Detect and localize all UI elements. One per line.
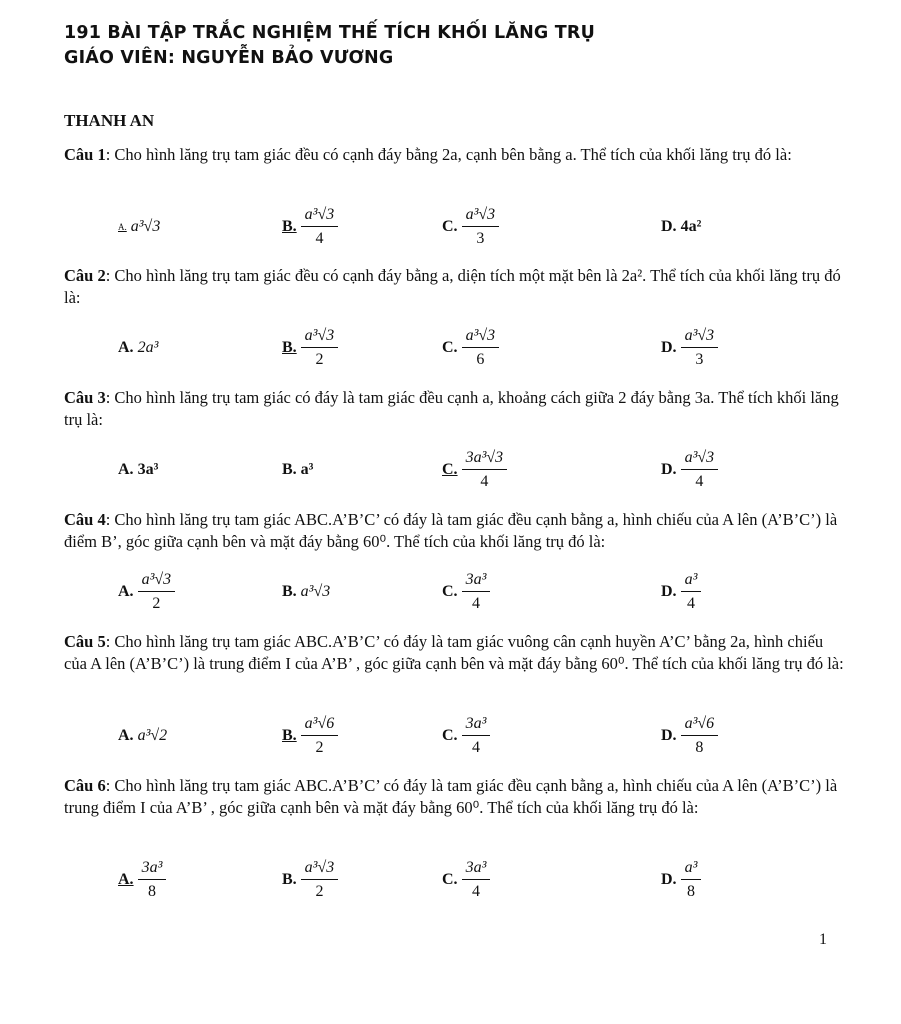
option-letter: A.: [118, 222, 127, 232]
option-5a[interactable]: [118, 714, 167, 758]
option-4a[interactable]: [118, 570, 175, 614]
option-value: 3a³: [137, 461, 159, 478]
fraction: $\frac{\text{a³√3}}{2}$: [138, 571, 176, 613]
option-1d[interactable]: [661, 205, 701, 249]
option-1b[interactable]: [282, 205, 338, 249]
option-letter: D.: [661, 727, 677, 744]
section-heading: THANH AN: [64, 111, 155, 130]
option-letter: A.: [118, 727, 134, 744]
option-4c[interactable]: [442, 570, 490, 614]
question-label: Câu 6: [64, 776, 106, 795]
option-3c[interactable]: [442, 448, 507, 492]
question-4: [64, 509, 844, 553]
option-value: a³: [300, 461, 314, 478]
option-value: a³√2: [137, 727, 168, 744]
fraction: $\frac{\text{a³√3}}{3}$: [681, 327, 719, 369]
option-letter: C.: [442, 727, 458, 744]
question-label: Câu 5: [64, 632, 106, 651]
fraction: $\frac{\text{3a³}}{4}$: [462, 571, 491, 613]
question-text: : Cho hình lăng trụ tam giác đều có cạnh đáy bằng a, diện tích một mặt bên là 2a². Thể tích của khối lăng trụ đó là:: [64, 266, 841, 307]
option-5b[interactable]: [282, 714, 338, 758]
fraction: $\frac{\text{a³√3}}{4}$: [681, 449, 719, 491]
page-number: 1: [819, 931, 827, 948]
option-value: 4a²: [680, 218, 702, 235]
question-label: Câu 2: [64, 266, 106, 285]
option-letter: A.: [118, 583, 134, 600]
option-letter: D.: [661, 218, 677, 235]
option-letter: D.: [661, 871, 677, 888]
option-letter: B.: [282, 339, 297, 356]
question-3: [64, 387, 844, 431]
option-letter: C.: [442, 583, 458, 600]
option-letter: C.: [442, 218, 458, 235]
option-value: 2a³: [137, 339, 159, 356]
question-1: [64, 144, 844, 166]
option-2b[interactable]: [282, 326, 338, 370]
option-4d[interactable]: [661, 570, 701, 614]
option-5c[interactable]: [442, 714, 490, 758]
option-3b[interactable]: [282, 448, 313, 492]
question-text: : Cho hình lăng trụ tam giác đều có cạnh đáy bằng 2a, cạnh bên bằng a. Thể tích của khối lăng trụ đó là:: [105, 145, 792, 164]
option-letter: D.: [661, 583, 677, 600]
question-6: [64, 775, 844, 819]
option-letter: D.: [661, 339, 677, 356]
option-value: a³√3: [130, 218, 161, 235]
option-1a[interactable]: [118, 205, 160, 249]
option-letter: A.: [118, 461, 134, 478]
option-letter: B.: [282, 461, 297, 478]
option-letter: A.: [118, 339, 134, 356]
fraction: $\frac{\text{3a³√3}}{4}$: [462, 449, 508, 491]
fraction: $\frac{\text{3a³}}{4}$: [462, 859, 491, 901]
option-2c[interactable]: [442, 326, 499, 370]
fraction: $\frac{\text{3a³}}{8}$: [138, 859, 167, 901]
option-2a[interactable]: [118, 326, 158, 370]
option-letter: B.: [282, 871, 297, 888]
fraction: $\frac{\text{a³√3}}{2}$: [301, 859, 339, 901]
fraction: $\frac{\text{a³}}{8}$: [681, 859, 702, 901]
option-4b[interactable]: [282, 570, 330, 614]
fraction: $\frac{\text{a³√6}}{2}$: [301, 715, 339, 757]
question-label: Câu 4: [64, 510, 106, 529]
fraction: $\frac{\text{a³√3}}{2}$: [301, 327, 339, 369]
question-text: : Cho hình lăng trụ tam giác có đáy là tam giác đều cạnh a, khoảng cách giữa 2 đáy bằng 3a. Thể tích khối lăng trụ là:: [64, 388, 839, 429]
option-3a[interactable]: [118, 448, 158, 492]
option-letter: B.: [282, 727, 297, 744]
option-letter: C.: [442, 871, 458, 888]
question-2: [64, 265, 844, 309]
option-1c[interactable]: [442, 205, 499, 249]
question-5: [64, 631, 844, 675]
fraction: $\frac{\text{3a³}}{4}$: [462, 715, 491, 757]
fraction: $\frac{\text{a³}}{4}$: [681, 571, 702, 613]
question-label: Câu 1: [64, 145, 106, 164]
option-letter: C.: [442, 339, 458, 356]
option-6c[interactable]: [442, 858, 490, 902]
question-text: : Cho hình lăng trụ tam giác ABC.A’B’C’ có đáy là tam giác vuông cân cạnh huyền A’C’ bằng 2a, hình chiếu của A lên (A’B’C’) là trung điểm I của A’B’ , góc giữa cạnh bên và mặt đáy bằng 60⁰. Thể tích của khối lăng trụ đó là:: [64, 632, 844, 673]
question-label: Câu 3: [64, 388, 106, 407]
fraction: $\frac{\text{a³√3}}{4}$: [301, 206, 339, 248]
fraction: $\frac{\text{a³√3}}{6}$: [462, 327, 500, 369]
option-6d[interactable]: [661, 858, 701, 902]
option-value: a³√3: [300, 583, 331, 600]
option-2d[interactable]: [661, 326, 718, 370]
option-6a[interactable]: [118, 858, 166, 902]
option-letter: A.: [118, 871, 134, 888]
option-3d[interactable]: [661, 448, 718, 492]
teacher-name: GIÁO VIÊN: NGUYỄN BẢO VƯƠNG: [64, 48, 394, 68]
question-text: : Cho hình lăng trụ tam giác ABC.A’B’C’ có đáy là tam giác đều cạnh bằng a, hình chiếu của A lên (A’B’C’) là trung điểm I của A’B’ , góc giữa cạnh bên và mặt đáy bằng 60⁰. Thể tích của khối lăng trụ đó là:: [64, 776, 838, 817]
option-letter: C.: [442, 461, 458, 478]
option-letter: B.: [282, 218, 297, 235]
option-letter: D.: [661, 461, 677, 478]
fraction: $\frac{\text{a³√3}}{3}$: [462, 206, 500, 248]
option-5d[interactable]: [661, 714, 718, 758]
option-letter: B.: [282, 583, 297, 600]
option-6b[interactable]: [282, 858, 338, 902]
question-text: : Cho hình lăng trụ tam giác ABC.A’B’C’ có đáy là tam giác đều cạnh bằng a, hình chiếu của A lên (A’B’C’) là điểm B’, góc giữa cạnh bên và mặt đáy bằng 60⁰. Thể tích của khối lăng trụ đó là:: [64, 510, 838, 551]
fraction: $\frac{\text{a³√6}}{8}$: [681, 715, 719, 757]
document-title: 191 BÀI TẬP TRẮC NGHIỆM THẾ TÍCH KHỐI LĂNG TRỤ: [64, 23, 595, 43]
